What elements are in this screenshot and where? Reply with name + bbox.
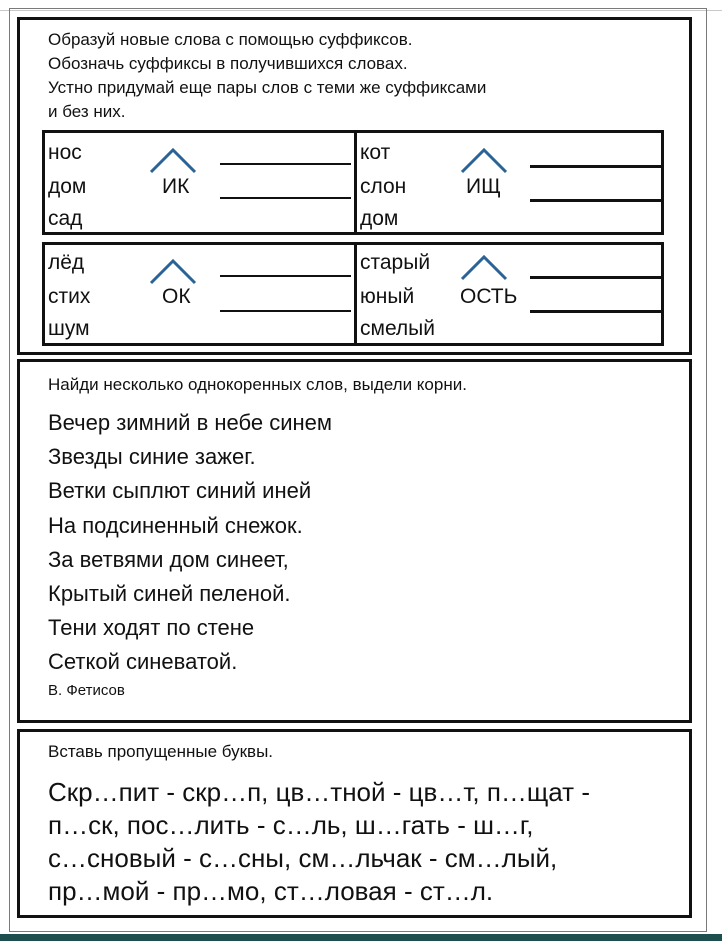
poem-line: Вечер зимний в небе синем [48,410,333,435]
suffix-mark-icon [459,253,509,281]
fill-in-exercise [48,776,678,908]
answer-line[interactable] [530,276,664,279]
suffix-table-ost [354,245,664,343]
exercise-line: пр…мой - пр…мо, ст…ловая - ст…л. [48,876,494,906]
task1-instruction-line: Устно придумай еще пары слов с теми же суффиксами [48,78,487,97]
suffix-label: ИЩ [466,175,501,198]
suffix-label: ОСТЬ [460,285,518,308]
poem-line: Сеткой синеватой. [48,649,238,675]
answer-line[interactable] [530,310,664,313]
task1-instruction-line: Образуй новые слова с помощью суффиксов. [48,30,413,49]
bottom-bar [0,934,722,941]
base-word: юный [360,285,415,308]
suffix-table-2 [42,242,664,346]
base-word: стих [48,285,91,308]
answer-line[interactable] [530,199,664,202]
base-word: шум [48,317,90,340]
base-word: смелый [360,317,435,340]
base-word: дом [48,175,87,198]
answer-line[interactable] [220,310,351,312]
answer-line[interactable] [220,163,351,165]
poem [48,406,332,680]
poem-line: За ветвями дом синеет, [48,546,289,572]
suffix-mark-icon [148,146,198,174]
base-word: сад [48,207,83,230]
suffix-label: ИК [162,175,190,198]
base-word: нос [48,141,82,164]
exercise-line: Скр…пит - скр…п, цв…тной - цв…т, п…щат - [48,777,590,807]
suffix-mark-icon [459,146,509,174]
base-word: старый [360,251,431,274]
poem-line: Крытый синей пеленой. [48,580,291,606]
suffix-table-ik [45,133,354,232]
poem-line: Ветки сыплют синий иней [48,478,312,504]
suffix-table-ok [45,245,354,343]
base-word: дом [360,207,399,230]
task3-instruction: Вставь пропущенные буквы. [48,742,274,761]
task1-instruction-line: и без них. [48,102,126,121]
base-word: кот [360,141,391,164]
exercise-line: п…ск, пос…лить - с…ль, ш…гать - ш…г, [48,810,534,840]
answer-line[interactable] [220,197,351,199]
poem-line: Тени ходят по стене [48,615,255,641]
answer-line[interactable] [220,275,351,277]
poem-author: В. Фетисов [48,682,125,699]
suffix-table-1 [42,130,664,235]
answer-line[interactable] [530,165,664,168]
task1-instructions [48,28,486,124]
base-word: слон [360,175,407,198]
task1-instruction-line: Обозначь суффиксы в получившихся словах. [48,54,408,73]
suffix-table-ishch [354,133,664,232]
exercise-line: с…сновый - с…сны, см…льчак - см…лый, [48,843,558,873]
suffix-mark-icon [148,257,198,285]
poem-line: На подсиненный снежок. [48,512,303,538]
base-word: лёд [48,251,85,274]
poem-line: Звезды синие зажег. [48,444,256,470]
suffix-label: ОК [162,285,191,308]
task2-instruction: Найди несколько однокоренных слов, выдели корни. [48,375,467,394]
